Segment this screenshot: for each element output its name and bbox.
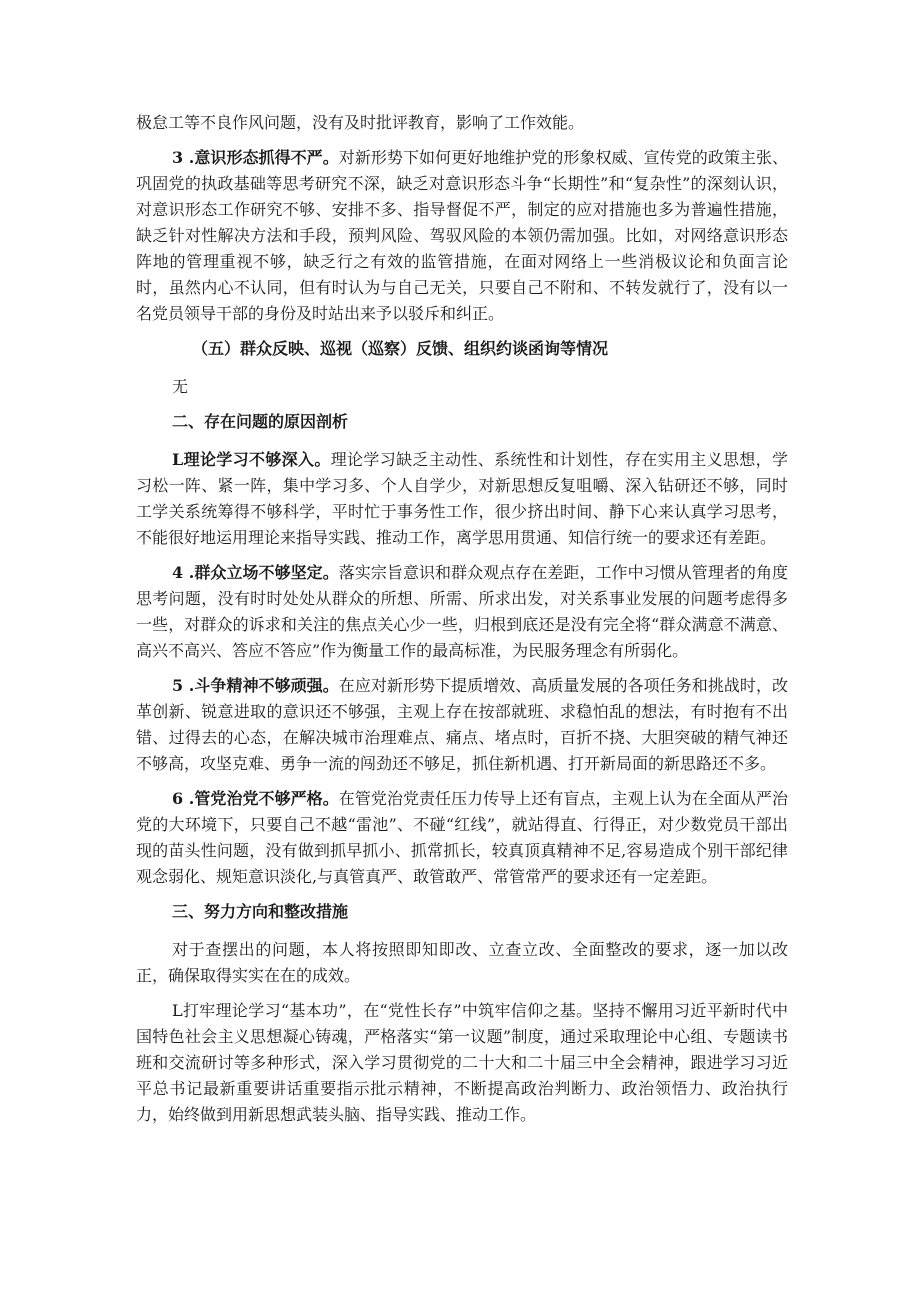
paragraph-rectification-intro: 对于查摆出的问题，本人将按照即知即改、立查立改、全面整改的要求，逐一加以改正，确保取得实实在在的成效。 bbox=[136, 940, 788, 985]
paragraph-body: 在管党治党责任压力传导上还有盲点，主观上认为在全面从严治党的大环境下，只要自己不越“雷池”、不碰“红线”，就站得直、行得正，对少数党员干部出现的苗头性问题，没有做到抓早抓小、抓常抓长，较真顶真精神不足,容易造成个别干部纪律观念弱化、规矩意识淡化,与真管真严、敢管敢严、常管常严的要求还有一定差距。 bbox=[136, 789, 788, 886]
section-heading-3: 三、努力方向和整改措施 bbox=[172, 902, 349, 921]
paragraph-masses bbox=[136, 560, 788, 664]
paragraph-theory bbox=[136, 447, 788, 551]
paragraph-body: 理论学习缺乏主动性、系统性和计划性，存在实用主义思想，学习松一阵、紧一阵，集中学习多、个人自学少，对新思想反复咀嚼、深入钻研还不够，同时工学关系统筹得不够科学，平时忙于事务性工作，很少挤出时间、静下心来认真学习思考，不能很好地运用理论来指导实践、推动工作，离学思用贯通、知信行统一的要求还有差距。 bbox=[136, 450, 788, 547]
section-heading-5: （五）群众反映、巡视（巡察）反馈、组织约谈函询等情况 bbox=[192, 339, 609, 358]
paragraph-none: 无 bbox=[172, 377, 189, 396]
paragraph-body: 在应对新形势下提质增效、高质量发展的各项任务和挑战时，改革创新、锐意进取的意识还不够强，主观上存在按部就班、求稳怕乱的想法，有时抱有不出错、过得去的心态，在解决城市治理难点、痛点、堵点时，百折不挠、大胆突破的精气神还不够高，攻坚克难、勇争一流的闯劲还不够足，抓住新机遇、打开新局面的新思路还不多。 bbox=[136, 676, 788, 773]
paragraph-measure-1: L打牢理论学习“基本功”，在“党性长存”中筑牢信仰之基。坚持不懈用习近平新时代中国特色社会主义思想凝心铸魂，严格落实“第一议题”制度，通过采取理论中心组、专题读书班和交流研讨等多种形式，深入学习贯彻党的二十大和二十届三中全会精神，跟进学习习近平总书记最新重要讲话重要指示批示精神，不断提高政治判断力、政治领悟力、政治执行力，始终做到用新思想武装头脑、指导实践、推动工作。 bbox=[136, 1001, 788, 1124]
paragraph-body: 对新形势下如何更好地维护党的形象权威、宣传党的政策主张、巩固党的执政基础等思考研究不深，缺乏对意识形态斗争“长期性”和“复杂性”的深刻认识，对意识形态工作研究不够、安排不多、指导督促不严，制定的应对措施也多为普遍性措施，缺乏针对性解决方法和手段，预判风险、驾驭风险的本领仍需加强。比如，对网络意识形态阵地的管理重视不够，缺乏行之有效的监管措施，在面对网络上一些消极议论和负面言论时，虽然内心不认同，但有时认为与自己无关，只要自己不附和、不转发就行了，没有以一名党员领导干部的身份及时站出来予以驳斥和纠正。 bbox=[136, 148, 788, 323]
paragraph-lead: L理论学习不够深入。 bbox=[172, 450, 331, 469]
paragraph-lead: 5 .斗争精神不够顽强。 bbox=[172, 676, 339, 695]
paragraph-party-governance bbox=[136, 786, 788, 890]
paragraph-continuation: 极怠工等不良作风问题，没有及时批评教育，影响了工作效能。 bbox=[136, 113, 585, 132]
section-heading-2: 二、存在问题的原因剖析 bbox=[172, 412, 349, 431]
paragraph-lead: 6 .管党治党不够严格。 bbox=[172, 789, 339, 808]
document-page bbox=[136, 110, 788, 1137]
paragraph-lead: 4 .群众立场不够坚定。 bbox=[172, 563, 339, 582]
paragraph-lead: 3 .意识形态抓得不严。 bbox=[172, 148, 339, 167]
paragraph-struggle bbox=[136, 673, 788, 777]
paragraph-body: 落实宗旨意识和群众观点存在差距，工作中习惯从管理者的角度思考问题，没有时时处处从群众的所想、所需、所求出发，对关系事业发展的问题考虑得多一些，对群众的诉求和关注的焦点关心少一些，归根到底还是没有完全将“群众满意不满意、高兴不高兴、答应不答应”作为衡量工作的最高标准，为民服务理念有所弱化。 bbox=[136, 563, 788, 660]
paragraph-ideology bbox=[136, 145, 788, 327]
